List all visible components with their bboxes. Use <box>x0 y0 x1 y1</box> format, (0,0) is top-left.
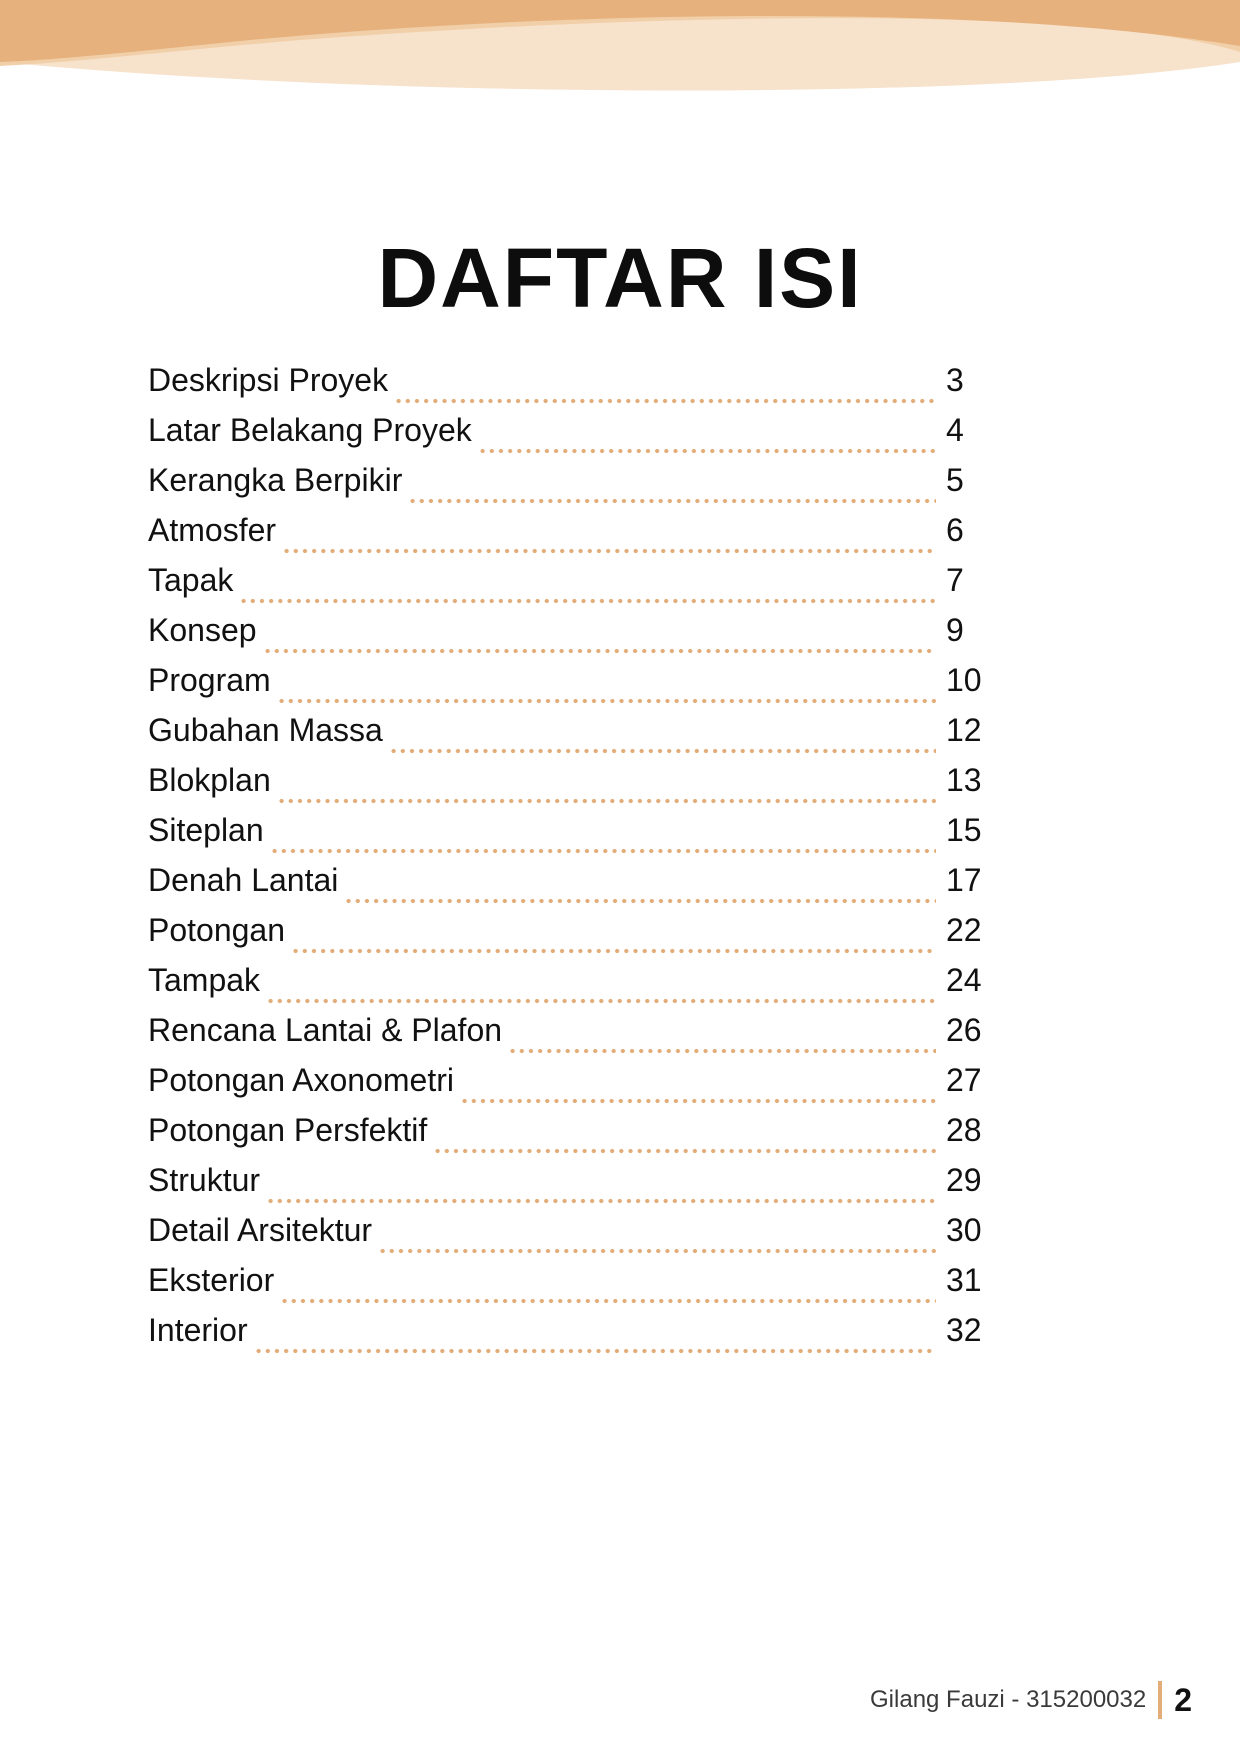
toc-item-label: Potongan Axonometri <box>148 1062 454 1098</box>
page-title: DAFTAR ISI <box>377 231 863 325</box>
dot-leader <box>408 497 936 505</box>
toc-item[interactable] <box>148 612 988 662</box>
dot-leader <box>478 447 936 455</box>
toc-item[interactable] <box>148 1212 988 1262</box>
toc-item[interactable] <box>148 1162 988 1212</box>
toc-item-page: 28 <box>946 1112 982 1148</box>
dot-leader <box>263 647 936 655</box>
toc-item-label: Konsep <box>148 612 257 648</box>
toc-item[interactable] <box>148 662 988 712</box>
toc-item-page: 32 <box>946 1312 982 1348</box>
toc-item[interactable] <box>148 1062 988 1112</box>
toc-item-label: Interior <box>148 1312 248 1348</box>
toc-item-page: 4 <box>946 412 964 448</box>
dot-leader <box>433 1147 936 1155</box>
dot-leader <box>508 1047 936 1055</box>
dot-leader <box>378 1247 936 1255</box>
footer-divider <box>1158 1681 1162 1719</box>
dot-leader <box>270 847 936 855</box>
toc-item[interactable] <box>148 1112 988 1162</box>
toc-item-page: 15 <box>946 812 982 848</box>
toc-item-page: 26 <box>946 1012 982 1048</box>
toc-item[interactable] <box>148 362 988 412</box>
header-wave-decoration <box>0 0 1240 100</box>
toc-item-page: 9 <box>946 612 964 648</box>
toc-item-label: Kerangka Berpikir <box>148 462 403 498</box>
toc-item-page: 13 <box>946 762 982 798</box>
toc-item[interactable] <box>148 712 988 762</box>
toc-item-label: Potongan <box>148 912 286 948</box>
toc-item-label: Rencana Lantai & Plafon <box>148 1012 503 1048</box>
toc-item-page: 10 <box>946 662 982 698</box>
dot-leader <box>266 1197 936 1205</box>
page-footer <box>870 1678 1192 1722</box>
toc-item-page: 31 <box>946 1262 982 1298</box>
dot-leader <box>280 1297 936 1305</box>
dot-leader <box>460 1097 936 1105</box>
toc-item-page: 5 <box>946 462 964 498</box>
table-of-contents <box>148 362 988 1362</box>
toc-item[interactable] <box>148 862 988 912</box>
toc-item-label: Deskripsi Proyek <box>148 362 389 398</box>
toc-item-label: Struktur <box>148 1162 261 1198</box>
toc-item[interactable] <box>148 762 988 812</box>
dot-leader <box>277 797 936 805</box>
toc-item-page: 3 <box>946 362 964 398</box>
dot-leader <box>394 397 936 405</box>
toc-item-page: 12 <box>946 712 982 748</box>
toc-item-page: 29 <box>946 1162 982 1198</box>
toc-item[interactable] <box>148 812 988 862</box>
toc-item-label: Atmosfer <box>148 512 277 548</box>
dot-leader <box>239 597 936 605</box>
toc-item-page: 6 <box>946 512 964 548</box>
toc-item-label: Tampak <box>148 962 261 998</box>
toc-item-page: 24 <box>946 962 982 998</box>
toc-item-page: 17 <box>946 862 982 898</box>
dot-leader <box>389 747 936 755</box>
toc-item[interactable] <box>148 462 988 512</box>
toc-item[interactable] <box>148 912 988 962</box>
toc-item[interactable] <box>148 962 988 1012</box>
dot-leader <box>291 947 936 955</box>
toc-item-label: Siteplan <box>148 812 264 848</box>
toc-item-label: Eksterior <box>148 1262 275 1298</box>
dot-leader <box>344 897 936 905</box>
toc-item[interactable] <box>148 512 988 562</box>
toc-item[interactable] <box>148 1012 988 1062</box>
toc-item-page: 30 <box>946 1212 982 1248</box>
toc-item[interactable] <box>148 412 988 462</box>
toc-item-label: Denah Lantai <box>148 862 339 898</box>
toc-item-page: 27 <box>946 1062 982 1098</box>
dot-leader <box>266 997 936 1005</box>
toc-item-label: Tapak <box>148 562 234 598</box>
footer-author: Gilang Fauzi - 315200032 <box>870 1686 1147 1713</box>
toc-item-label: Program <box>148 662 271 698</box>
toc-item-label: Latar Belakang Proyek <box>148 412 472 448</box>
toc-item-label: Detail Arsitektur <box>148 1212 373 1248</box>
toc-item-label: Blokplan <box>148 762 271 798</box>
toc-item-label: Potongan Persfektif <box>148 1112 428 1148</box>
dot-leader <box>254 1347 936 1355</box>
toc-item-page: 22 <box>946 912 982 948</box>
footer-page-number: 2 <box>1174 1681 1192 1718</box>
toc-item[interactable] <box>148 562 988 612</box>
dot-leader <box>282 547 936 555</box>
toc-item-page: 7 <box>946 562 964 598</box>
toc-item[interactable] <box>148 1262 988 1312</box>
toc-item[interactable] <box>148 1312 988 1362</box>
toc-item-label: Gubahan Massa <box>148 712 383 748</box>
dot-leader <box>277 697 936 705</box>
